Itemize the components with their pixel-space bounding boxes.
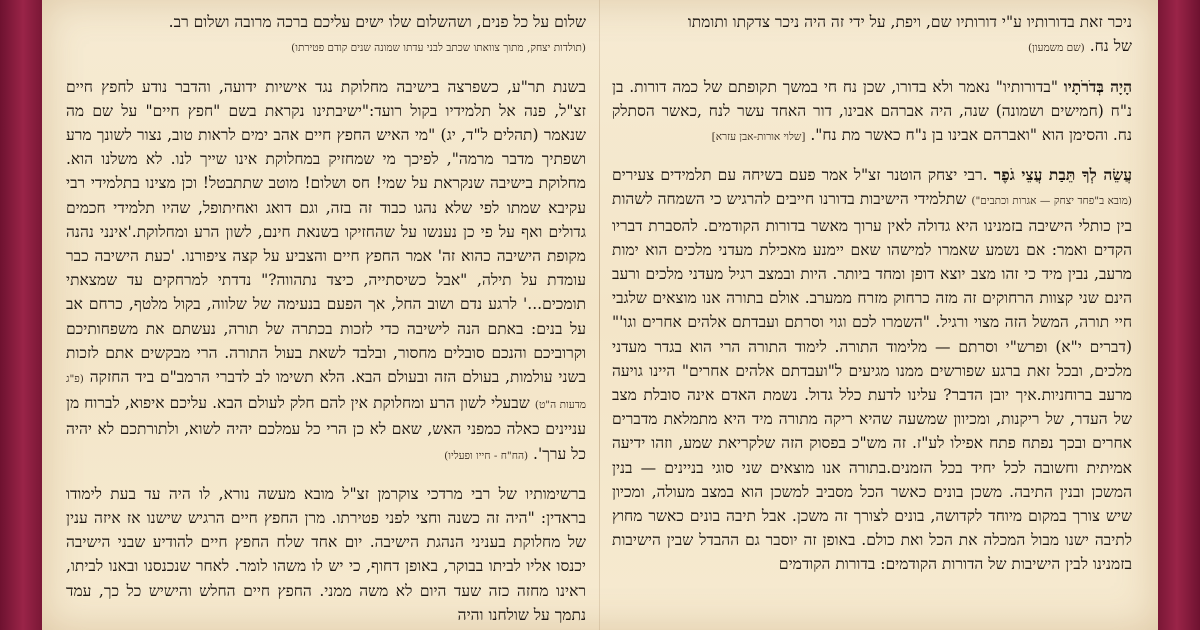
left-col-top-source-line [66,34,586,60]
right-col-top-source: (שם משמעון) [1028,42,1085,55]
left-col-p1-tail: שבעלי לשון הרע ומחלוקת אין להם חלק לעולם הבא. עליכם איפוא, לברוח מן עניינים כאלה כמפני האש, שאם לא כן הרי כל עמלכם יהיה לשוא, ולתורתכם לא יהיה כל ערך'. [66,394,586,463]
left-col-p1-source-b: (הח"ח - חייו ופעליו) [444,449,529,462]
left-col-paragraph-1 [66,75,586,468]
right-col-p2-heading: עֲשֵׂה לְךָ תֵּבַת עֲצֵי גֹפֶר [993,165,1132,185]
parchment-page [42,0,1158,630]
left-column [66,0,586,630]
right-col-p1-source: [שלוי אורות-אבן עזרא] [711,131,806,144]
left-col-line-cut [66,0,586,10]
column-divider [599,0,600,630]
right-col-line-cut [612,0,1132,10]
right-col-p1-text: "בדורותיו" נאמר ולא בדורו, שכן נח חי במשך תקופתם של כמה דורות. בן נ"ח (חמישים ושמונה) שנה, היה אברהם אבינו, דור האחד עשר לנח ,כאשר הסתלק נח. והסימן הוא "ואברהם אבינו בן נ"ח כאשר מת נח". [612,77,1132,145]
left-col-line-1: שלום על כל פנים, ושהשלום שלו ישים עליכם ברכה מרובה ושלום רב. [168,13,586,32]
right-col-paragraph-1 [612,75,1132,150]
left-col-top-source: (תולדות יצחק, מתוך צוואתו שכתב לבני עדתו שמונה שנים קודם פטירתו) [291,42,586,55]
left-col-p2-text: ברשימותיו של רבי מרדכי צוקרמן זצ"ל מובא מעשה נורא, לו היה עד בעת לימודו בראדין: "היה זה כשנה וחצי לפני פטירתו. מרן החפץ חיים הרגיש שישנו אז איזה ענין של מחלוקת בעניני הנהגת הישיבה. יום אחד שלח החפץ חיים להודיע שבני הישיבה יכנסו אליו לביתו בבוקר, באופן דחוף, כי יש לו משהו לומר. לאחר שנכנסנו ובאנו לביתו, ראינו מחזה כזה שעד היום לא משה ממני. החפץ חיים החלש והישיש כל כך, עמד נתמך על שולחנו והיה [66,484,586,624]
right-col-p2-rest: שתלמידי הישיבות בדורנו חייבים להרגיש כי השמחה לשהות בין כותלי הישיבה בזמנינו היא גדולה לאין ערוך מאשר בדורות הקודמים. להסברת דבריו הקדים ואמר: אם נשמע שאמרו למישהו שאם יימנע מאכילת מעדני מלכים הוא ימות מרעב, נבין מיד כי זהו מצב יוצא דופן ומחד ביותר. היות ובמצב רגיל מעדני מלכים ורעב הינם שני קצוות הרחוקים זה מזה כרחוק מזרח ממערב. אולם בתורה אנו מוצאים שלגבי חיי תורה, המשל הזה מצוי ורגיל. "השמרו לכם וגוי וסרתם ועבדתם אלהים אחרים וגו'" (דברים י"א) ופרש"י וסרתם — מלימוד התורה. לימוד התורה הרי הוא בגדר מעדני מלכים, ובכל זאת ברגע שפורשים ממנו מגיעים ל"ועבדתם אלהים אחרים" היינו גויעה מרעב ברוחניות.איך יובן הדבר? עלינו לדעת כלל גדול. נשמת האדם אינה סובלת מצב של העדר, של ריקנות, ומכיוון שמשעה שהיא ריקה מתורה מיד היא מתמלאת מדברים אחרים ובכך נפתח פתח אפילו לע"ז. זה מש"כ בפסוק הזה שלקריאת שמע, וזהו ידיעה אמיתית וחשובה לכל יחיד בכל הזמנים.בתורה אנו מוצאים שני סוגי בניינים — בנין המשכן ובנין התיבה. משכן בונים כאשר הכל מסביב למשכן הוא במצב מעולה, ומכיון שיש צורך במקום מיוחד לקדושה, בונים לצורך זה משכן. אבל תיבה בונים כאשר מחוץ לתיבה ישנו מבול המכלה את הכל ואת כולם. באופן זה יוסבר גם ההבדל שבין הישיבות בזמנינו לבין הישיבות של הדורות הקודמים: בדורות הקודמים [612,190,1132,574]
left-col-p1-text: בשנת תר"ע, כשפרצה בישיבה מחלוקת נגד אישיות ידועה, והדבר נודע לחפץ חיים זצ"ל, פנה אל תלמידיו בקול רועד:"ישיבתינו נקראת בשם "חפץ חיים" על שם מה שנאמר (תהלים ל"ד, יג) "מי האיש החפץ חיים אהב ימים לראות טוב, נצור לשונך מרע ושפתיך מדבר מרמה", לפיכך מי שמחזיק במחלוקת אינו שייך לנו. לא משלנו הוא. מחלוקת בישיבה שנקראת על שמי! חס ושלום! מוטב שתתבטל! וכן מצינו בתלמידי רבי עקיבא שמתו לפי שלא נהגו כבוד זה בזה, וגם דואג ואחיתופל, שהיו תלמידי חכמים גדולים ואף על פי כן נענשו על שהחזיקו בשנאת חינם, לשון הרע ומחלוקת.'אינני נהנה מקופת הישיבה כהוא זה' אמר החפץ חיים והצביע על קצה ציפורנו. 'כעת הישיבה כבר עומדת על תילה, "אבל כשיסתייה, כיצד נתהווה?" נדדתי למרחקים עד שמצאתי תומכים...' לרגע נדם ושוב החל, אך הפעם בנעימה של שלווה, בקול מלטף, כרחם אב על בנים: באתם הנה לישיבה כדי לזכות בכתרה של תורה, נעשתם את משפחותיכם וקרוביכם והנכם סובלים מחסור, ובלבד לשאת בעול התורה. הרי מבקשים אתם לזכות בשני עולמות, בעולם הזה ובעולם הבא. הלא תשימו לב לדברי הרמב"ם ביד החזקה [66,77,586,387]
right-col-line-1: ניכר זאת בדורותיו ע"י דורותיו שם, ויפת, על ידי זה היה ניכר צדקתו ותומתו [687,13,1132,32]
right-col-line-2 [612,34,1132,60]
right-col-paragraph-2 [612,163,1132,576]
left-col-p1-source-a: (פ"ג מדעות ה"ט) [66,373,586,412]
left-col-paragraph-2 [66,482,586,627]
right-col-p2-source: (מובא ב"פחד יצחק — אגרות וכתבים") [971,195,1132,208]
right-frame-border [1158,0,1200,630]
left-frame-border [0,0,42,630]
right-col-p1-heading: הָיָה בְּדֹרֹתָיו [1063,76,1132,96]
right-col-line-2-text: של נח. [1089,37,1132,56]
right-column [612,0,1132,630]
right-col-p2-text: .רבי יצחק הוטנר זצ"ל אמר פעם בשיחה עם תלמידים צעירים [612,166,988,185]
